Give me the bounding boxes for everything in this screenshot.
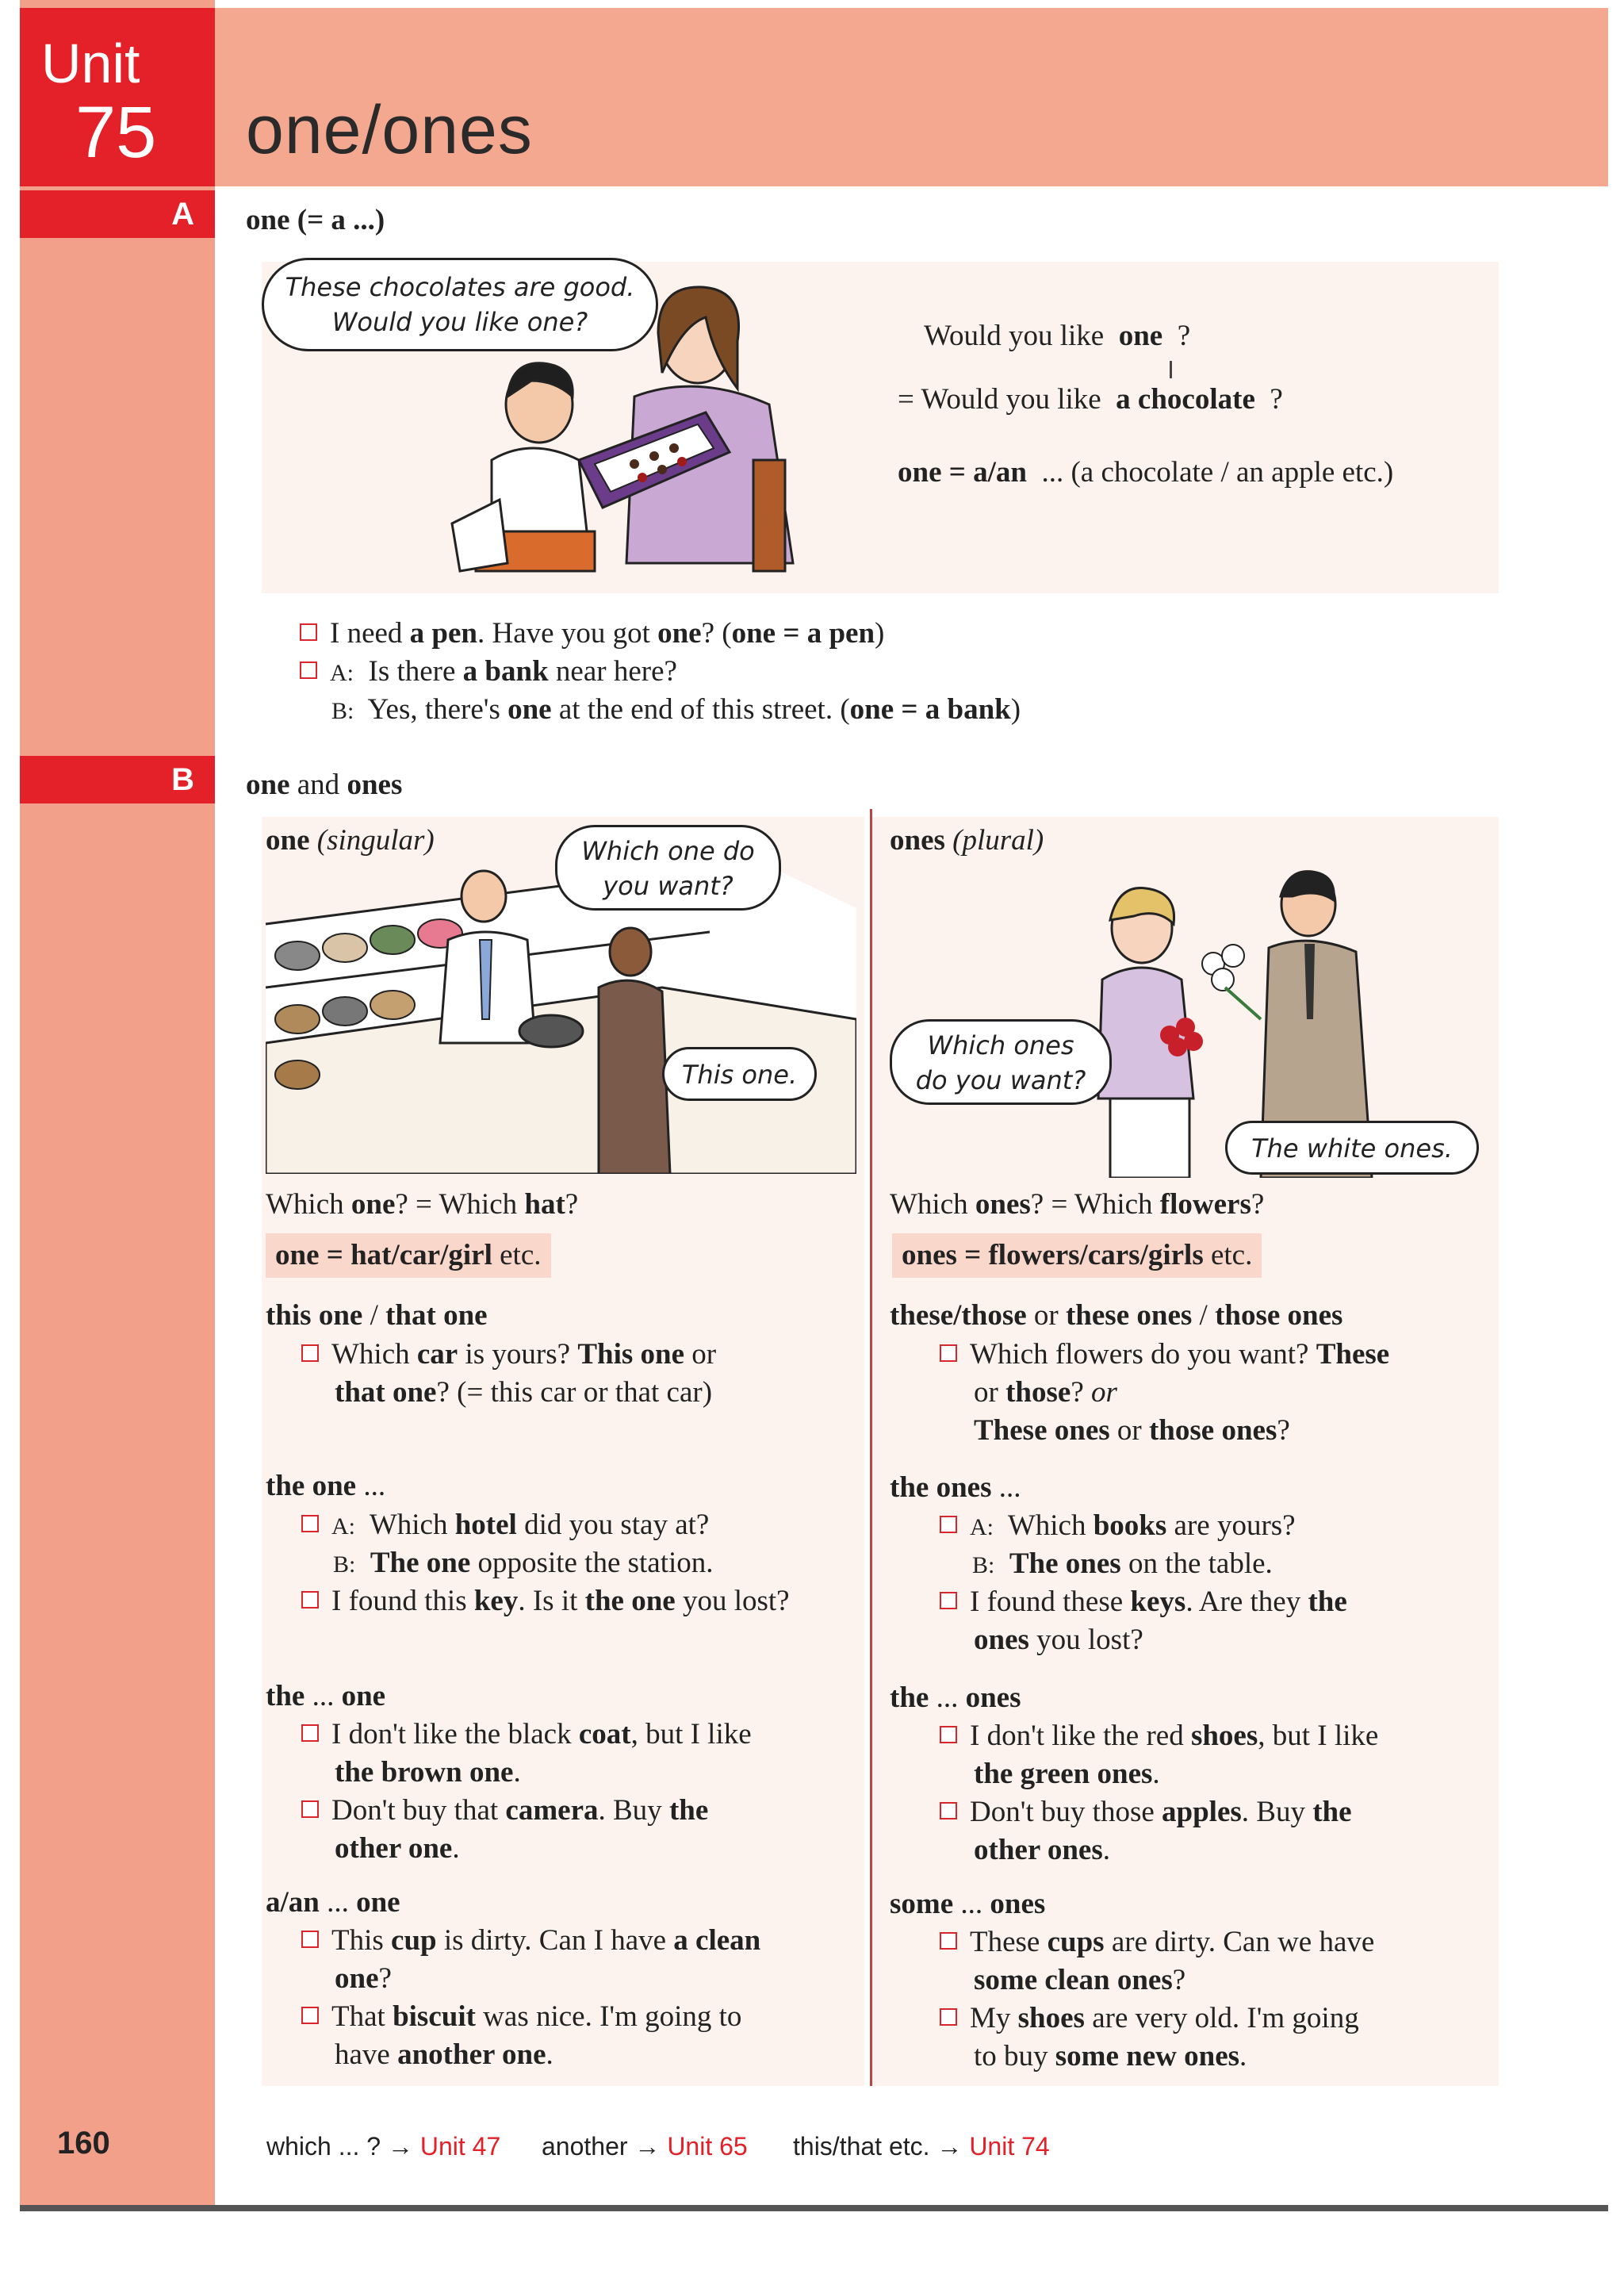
right-group-1-line-2: or those? or [974, 1376, 1117, 1409]
right-group-1-heading: these/those or these ones / those ones [890, 1299, 1343, 1332]
right-group-1-line-3: These ones or those ones? [974, 1414, 1290, 1447]
left-group-1-line-2: that one? (= this car or that car) [335, 1376, 713, 1409]
column-divider [870, 809, 872, 2086]
arrow-icon: → [387, 2132, 413, 2161]
right-group-4-heading: some ... ones [890, 1888, 1046, 1920]
speech-bubble-this-one: This one. [662, 1047, 817, 1101]
left-group-2-heading: the one ... [266, 1470, 386, 1502]
arrow-icon: → [936, 2132, 963, 2161]
left-group-1-line-1: Which car is yours? This one or [301, 1336, 716, 1374]
section-a-question-1: Would you like one ? [924, 320, 1191, 352]
section-a-example-1: I need a pen. Have you got one? (one = a pen) [300, 615, 884, 653]
bullet-icon [940, 1516, 957, 1533]
left-group-1-heading: this one / that one [266, 1299, 488, 1332]
left-group-3-line-4: other one. [335, 1832, 460, 1865]
right-group-3-line-4: other ones. [974, 1834, 1110, 1866]
speech-bubble-which-ones: Which ones do you want? [890, 1019, 1112, 1105]
bullet-icon [301, 1931, 319, 1948]
right-group-2-line-1: A: Which books are yours? [940, 1507, 1296, 1547]
section-a-definition: one = a/an ... (a chocolate / an apple etc.) [898, 456, 1394, 489]
bullet-icon [940, 2008, 957, 2026]
right-which-line: Which ones? = Which flowers? [890, 1188, 1265, 1221]
right-group-3-line-1: I don't like the red shoes, but I like [940, 1717, 1378, 1755]
section-b-heading: one and ones [246, 769, 403, 801]
footer-ref-3[interactable]: this/that etc. → Unit 74 [793, 2132, 1050, 2161]
left-group-4-line-2: one? [335, 1962, 392, 1995]
right-group-3-line-2: the green ones. [974, 1758, 1160, 1790]
right-group-3-heading: the ... ones [890, 1681, 1021, 1714]
section-a-question-2: = Would you like a chocolate ? [898, 383, 1283, 416]
right-column-title: ones (plural) [890, 824, 1044, 857]
left-which-line: Which one? = Which hat? [266, 1188, 579, 1221]
bullet-icon [301, 1800, 319, 1818]
left-group-3-heading: the ... one [266, 1680, 386, 1712]
right-group-4-line-2: some clean ones? [974, 1964, 1186, 1996]
left-group-2-line-3: I found this key. Is it the one you lost? [301, 1582, 790, 1620]
left-group-2-line-2: B: The one opposite the station. [333, 1547, 714, 1579]
unit-number: 75 [75, 92, 157, 173]
bottom-rule [20, 2205, 1608, 2211]
bullet-icon [301, 1724, 319, 1742]
footer-ref-1[interactable]: which ... ? → Unit 47 [266, 2132, 501, 2161]
left-group-4-line-1: This cup is dirty. Can I have a clean [301, 1922, 760, 1960]
bullet-icon [940, 1592, 957, 1609]
page-number: 160 [57, 2126, 110, 2161]
left-group-2-line-1: A: Which hotel did you stay at? [301, 1506, 709, 1546]
hat-shop-illustration [266, 861, 856, 1174]
right-group-4-line-4: to buy some new ones. [974, 2040, 1247, 2073]
left-group-4-line-3: That biscuit was nice. I'm going to [301, 1998, 741, 2036]
bullet-icon [300, 661, 317, 679]
sidebar-band [20, 0, 215, 2205]
bullet-icon [301, 1344, 319, 1362]
section-a-example-2a: A: Is there a bank near here? [300, 653, 677, 692]
bullet-icon [301, 1515, 319, 1532]
left-group-3-line-3: Don't buy that camera. Buy the [301, 1792, 708, 1830]
speech-bubble-which-one: Which one do you want? [555, 825, 781, 911]
bullet-icon [940, 1802, 957, 1819]
left-group-3-line-1: I don't like the black coat, but I like [301, 1716, 752, 1754]
right-group-2-line-4: ones you lost? [974, 1624, 1143, 1656]
footer-ref-2[interactable]: another → Unit 65 [542, 2132, 748, 2161]
arrow-icon: → [634, 2132, 661, 2161]
bullet-icon [301, 1591, 319, 1609]
left-column-title: one (singular) [266, 824, 435, 857]
right-group-2-line-2: B: The ones on the table. [972, 1547, 1273, 1580]
left-group-4-heading: a/an ... one [266, 1886, 400, 1919]
left-group-3-line-2: the brown one. [335, 1756, 521, 1789]
bullet-icon [940, 1726, 957, 1743]
bullet-icon [940, 1932, 957, 1950]
bullet-icon [940, 1344, 957, 1362]
speech-bubble-white-ones: The white ones. [1225, 1121, 1479, 1175]
right-group-4-line-3: My shoes are very old. I'm going [940, 2000, 1359, 2038]
right-group-3-line-3: Don't buy those apples. Buy the [940, 1793, 1352, 1831]
section-a-heading: one (= a ...) [246, 204, 385, 236]
page-title: one/ones [246, 92, 533, 168]
section-b-letter: B [20, 756, 215, 803]
bullet-icon [301, 2007, 319, 2024]
right-group-4-line-1: These cups are dirty. Can we have [940, 1923, 1374, 1961]
right-group-1-line-1: Which flowers do you want? These [940, 1336, 1389, 1374]
left-definition-box: one = hat/car/girl etc. [266, 1233, 551, 1278]
unit-label: Unit [41, 33, 140, 94]
right-definition-box: ones = flowers/cars/girls etc. [892, 1233, 1262, 1278]
section-a-example-2b: B: Yes, there's one at the end of this street. (one = a bank) [331, 693, 1021, 726]
section-a-letter: A [20, 190, 215, 238]
right-group-2-heading: the ones ... [890, 1471, 1021, 1504]
speech-bubble-a: These chocolates are good. Would you like one? [262, 258, 658, 351]
bullet-icon [300, 623, 317, 641]
connector-line [1170, 361, 1172, 378]
left-group-4-line-4: have another one. [335, 2038, 553, 2071]
right-group-2-line-3: I found these keys. Are they the [940, 1583, 1347, 1621]
